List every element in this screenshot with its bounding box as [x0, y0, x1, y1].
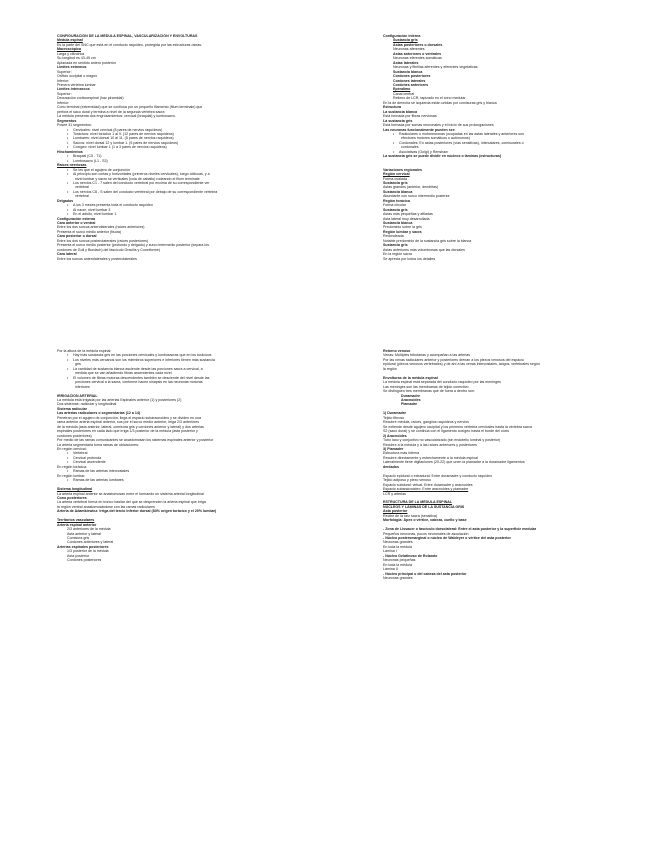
text-line: Neuronas aferentes	[393, 47, 425, 52]
text-line: Segmentos	[57, 118, 77, 123]
text-line: En la región sacra	[383, 252, 412, 257]
text-line: Configuración externa	[57, 216, 96, 221]
text-line: Envolturas de la médula espinal	[383, 375, 438, 380]
text-line: Variaciones regionales	[383, 167, 422, 172]
text-line: Cordones laterales	[393, 78, 426, 83]
text-line: Morfología: Ápex o vértice, cabeza, cuello y base	[383, 518, 467, 523]
text-line: Cara anterior o ventral	[57, 221, 96, 226]
text-line: Superior:	[57, 69, 72, 74]
text-line: • Al principio son cortas y horizontales (primeros niveles cervicales), luego oblicuas, y a	[57, 172, 319, 176]
text-line: NÚCLEOS Y LÁMINAS DE LA SUSTANCIA GRIS	[383, 504, 465, 509]
text-line: 2/3 anteriores de la médula	[67, 527, 111, 532]
text-line: Las neuronas funcionalmente pueden ser:	[383, 127, 456, 132]
text-line: - Núcleo principal o del cabeza del asta posterior	[383, 571, 467, 576]
text-line: Asta lateral muy desarrollada	[383, 216, 430, 221]
text-line: • Sacros: nivel dorsal 12 y lumbar 1. (5 pares de nervios raquídeos)	[57, 141, 319, 145]
text-line: medida que se van añadiendo fibras ascendentes cada nivel	[75, 371, 172, 376]
text-line: Tejido fibroso	[383, 415, 405, 420]
text-line: • Lumbares: nivel dorsal 10 al 11. (5 pares de nervios raquídeos)	[57, 136, 319, 140]
text-line: Posee 31 segmentos:	[57, 123, 92, 128]
text-line: Territorios vasculares	[57, 518, 95, 523]
text-line: Canal central	[393, 91, 415, 96]
text-line: de la médula (asta anterior, lateral, comisura gris y cordones anterior y lateral) y dos arterias	[57, 424, 204, 429]
text-line: S2 (saco dural) y se continúa con el ligamento coxígeo hasta el borde del cóxis	[383, 429, 510, 434]
text-line: Tubo laxo y conjuntivo no vascularizado (sin endotelio luminal y posterior)	[383, 438, 501, 443]
text-line: Cara lateral	[57, 252, 77, 257]
text-line: Arteria de Adamkiewicz: irriga del tercio inferior dorsal (83% origen torácico y el 20% lumbar)	[57, 509, 217, 514]
text-line: Relleno de LCR, tapizado en el cono medular	[393, 96, 466, 101]
text-line: IRRIGACIÓN ARTERIAL	[57, 393, 98, 398]
text-line: LCR y arterias	[383, 491, 406, 496]
text-line: 3) Piamadre	[383, 446, 404, 451]
text-line: Cordones posteriores	[67, 558, 102, 563]
text-line: Recubre médula, raíces, ganglios raquídeos y nervios	[383, 420, 469, 425]
text-line: Venas: Múltiples tributarias y acompañan a las arterias	[383, 353, 471, 358]
text-line: Neuronas eferentes somáticas	[393, 56, 442, 61]
text-line: Delgados	[57, 198, 74, 203]
text-line: Hinchamientos	[57, 149, 83, 154]
text-line: Por la altura de la médula espinal:	[57, 349, 112, 353]
text-line: Decusación corticoespinal (haz piramidal)	[57, 96, 124, 101]
text-line: • A los 3 meses presenta toda el conducto raquídeo	[57, 203, 319, 207]
text-line: • El volumen de fibras motoras descendentes también se desciende del nivel desde las	[57, 376, 319, 380]
section-bottom-right	[383, 349, 645, 581]
text-line: Se aprecia por todos los detalles	[383, 256, 436, 261]
text-line: Neuronas pequeñas	[383, 558, 416, 563]
text-line: Recubre a la médula y a las raíces anteriores y posteriores	[383, 442, 477, 447]
text-line: espinales posteriores en cada lado que irriga 1/3 posterior de la médula (asta posterior y	[57, 429, 198, 434]
text-line: inferiores	[75, 384, 90, 389]
text-line: dentados	[383, 464, 399, 469]
text-line: Sistema radicular	[57, 406, 87, 411]
text-line: Orificio occipital o magno	[57, 74, 98, 79]
text-line: Sustancia blanca	[393, 69, 423, 74]
text-line: La médula presenta dos engrosamientos: cervical (braquial) y lumbosacro.	[57, 114, 176, 119]
text-line: Está formada por fibras nerviosas	[383, 114, 437, 119]
text-line: • Se les que el agujero de conjunción	[57, 168, 319, 172]
text-line: Se extiende desde agujero occipital y los primeros vértebra cervicales hasta la vértebra sacra	[383, 424, 532, 429]
text-line: Espacio subaracnoideo: Entre aracnoides y piamadre	[383, 487, 469, 492]
text-line: La sustancia blanca	[383, 109, 418, 114]
text-line: Se distinguen tres membranas que de fuera a dentro son:	[383, 389, 475, 394]
text-line: Primera vértebra lumbar	[57, 82, 96, 87]
text-line: Abundante con surco intermedio posterior	[383, 194, 450, 199]
text-line: porciones cervical a la sacra, conforme hacen sinapsis en las neuronas motoras	[75, 380, 203, 385]
text-line: Sustancia blanca	[383, 221, 413, 226]
text-line: • Hay más sustancia gris en las porciones cervicales y lumbosacras que en los torácicos	[57, 353, 319, 357]
text-line: Piamadre	[401, 402, 418, 407]
text-line: Su longitud es 43-45 cm	[57, 56, 96, 61]
text-line: La médula espinal está separada del conducto raquídeo por las meninges	[383, 380, 501, 385]
text-line: - Zona de Lissauer o fascículo dorsolateral: Entre el asta posterior y la superficie medular	[383, 527, 537, 532]
text-line: • Los nervios C8 - S salen del conducto vertebral por debajo de su correspondiente vértebra	[57, 190, 319, 194]
text-line: Larga y cilíndrica	[57, 51, 85, 56]
text-line: La sustancia gris	[383, 118, 413, 123]
text-line: • Cervical profunda	[57, 456, 319, 460]
text-line: • Ramas de las arterias intercostales	[57, 469, 319, 473]
text-line: Presenta el surco medio anterior (fisura)	[57, 229, 122, 234]
text-line: ESTRUCTURA DE LA MÉDULA ESPINAL	[383, 500, 453, 505]
text-line: Por medio de las ramas comunicantes se anastomosan los sistemas espinales anterior y posterior	[57, 438, 214, 443]
text-line: cordones posteriores)	[57, 433, 92, 438]
text-line: Entre los dos surcos anterolaterales (raíces anteriores)	[57, 225, 145, 230]
text-line: vertebral	[75, 185, 89, 190]
text-line: Entre los surcos anterolaterales y posterolaterales	[57, 256, 137, 261]
text-line: Astas posteriores o dorsales	[393, 42, 443, 47]
text-line: • Los nervios C1 - 7 salen del conducto vertebral por encima de su correspondiente ver	[57, 181, 319, 185]
text-line: Astas anteriores más voluminosas que las dorsales	[383, 247, 465, 252]
text-line: Cono terminal (extremidad) que se continúa por un pequeño filamento (filum terminale) que	[57, 105, 203, 110]
text-line: Recibe de la raíz sacra (sensitiva)	[383, 513, 438, 518]
text-line: Cono posteriores	[57, 495, 87, 500]
text-line: En región torácica:	[57, 464, 87, 469]
text-line: En la de derecha se izquierda están unidas por comisuras gris y blanca	[383, 100, 497, 105]
text-line: • Cervicales: nivel cervical (8 pares de nervios raquídeos)	[57, 128, 319, 132]
text-line: Superior:	[57, 91, 72, 96]
text-line: Límites extremos	[57, 65, 87, 70]
text-line: Asta posterior	[383, 509, 408, 514]
text-line: Astas anteriores o ventrales	[393, 51, 442, 56]
text-line: En región lumbar:	[57, 473, 86, 478]
text-block-top-right	[383, 34, 645, 261]
text-line: Asta posterior	[67, 553, 90, 558]
text-line: Por las venas radiculares anterior y posteriores drenan a los plexos venosos del espacio	[383, 357, 524, 362]
text-line: • Cervical ascendente	[57, 460, 319, 464]
text-line: La sustancia gris se puede dividir en núcleos o láminas (estructuras)	[383, 154, 502, 159]
text-line: Sistema longitudinal	[57, 487, 93, 492]
text-line: - Núcleo posteromarginal o núcleo de Waldeyer o vértice del asta posterior	[383, 536, 511, 541]
text-line: Es la parte del SNC que está en el conducto raquídeo, protegida por las estructuras óseas.	[57, 42, 203, 47]
text-line: • Radiculares o motoneuronas (ocupadas en las astas laterales y anteriores son	[383, 132, 645, 136]
text-line: cordonales	[401, 145, 419, 150]
text-line: 1) Duramadre	[383, 411, 407, 416]
text-line: • Los niveles más cercanos son los miembros superiores e inferiores tienen más sustancia	[57, 358, 319, 362]
text-line: Comisura gris	[67, 536, 90, 541]
text-line: Cordones anteriores y lateral	[67, 540, 114, 545]
text-line: • Braquial (C5 - T1)	[57, 154, 319, 158]
text-line: • Coxígeo: nivel lumbar 1 (1 a 3 pares de nervios raquídeos)	[57, 145, 319, 149]
text-line: En toda la médula	[383, 544, 412, 549]
text-line: Penetran por el agujero de conjunción, llega el espacio subaracnoideo y se dividen en una	[57, 415, 202, 420]
text-line: Sustancia gris	[383, 207, 408, 212]
text-line: Forma ovalada	[383, 176, 407, 181]
text-line: Asta anterior y lateral	[67, 531, 101, 536]
text-line: Sustancia gris	[383, 243, 408, 248]
text-line: Raíces nerviosas	[57, 163, 87, 168]
text-line: Región lumbar y sacra	[383, 229, 422, 234]
section-top-right	[383, 34, 645, 261]
text-line: Recubre directamente y estrechamente a la médula espinal	[383, 455, 478, 460]
text-line: Epéndimo	[393, 87, 411, 92]
text-line: la región	[383, 366, 397, 371]
text-line: Predominio sobre la gris	[383, 225, 422, 230]
text-line: • Lumbosacro (L1 - S3)	[57, 159, 319, 163]
text-line: Lateralmente tiene digitaciones (20-22) que unen la piamadre a la duramadre ligamentos	[383, 460, 525, 465]
text-block-top-left	[57, 38, 319, 261]
text-line: Dos sistemas: radicular y longitudinal	[57, 402, 117, 407]
text-line: • La cantidad de sustancia blanca asciende desde las porciones sacra a cervical, a	[57, 367, 319, 371]
text-line: Astas laterales	[393, 60, 419, 65]
text-line: Notable predominio de la sustancia gris sobre la blanca	[383, 238, 472, 243]
text-line: Sustancia gris	[393, 38, 418, 43]
text-line: Sustancia blanca	[383, 189, 413, 194]
text-line: gris	[75, 362, 81, 367]
text-line: Está formada por somas neuronales y el inicio de sus prolongaciones	[383, 123, 494, 128]
text-line: Lámina II	[383, 567, 398, 572]
text-line: Cordones anteriores	[393, 82, 429, 87]
text-line: epidural (plexos venosos vertebrales) y de ahí a las venas intercostales, ácigos, vertebrales según	[383, 362, 540, 367]
text-line: Región torácica	[383, 198, 410, 203]
text-line: Arteria espinal anterior	[57, 522, 97, 527]
text-line: Neuronas grandes	[383, 540, 413, 545]
text-line: vertebral	[75, 194, 89, 199]
text-line: • Asociativas (Golgi) y Renshaw	[383, 150, 645, 154]
text-line: Forma circular	[383, 203, 406, 208]
text-line: La arteria segmentaria toma ramas de ubicaciones:	[57, 442, 139, 447]
text-line: Inferior:	[57, 100, 70, 105]
text-line: Espacio epidural o extradural: Entre duramadre y conducto raquídeo	[383, 473, 493, 478]
text-line: Cara posterior o dorsal	[57, 234, 97, 239]
text-line: Estructura más interna	[383, 451, 420, 456]
text-line: 1/3 posterior de la médula	[67, 549, 109, 554]
text-line: Cordones posteriores	[393, 74, 431, 79]
text-line: 2) Aracnoides	[383, 433, 407, 438]
text-line: Inferior:	[57, 78, 70, 83]
text-line: Duramadre	[401, 393, 420, 398]
text-line: Presenta el surco medio posterior (profundo y delgado) y surco intermedio posterior (separa los	[57, 243, 210, 248]
text-line: rama anterior arteria espinal anterior, sus por el surco medio anterior, irriga 2/3 anteriores	[57, 420, 200, 425]
text-line: Las meninges son las membranas de tejido conectivo	[383, 384, 469, 389]
text-line: Configuración interna	[383, 34, 421, 38]
text-line: Aracnoides	[401, 397, 421, 402]
text-line: • Torácicos: nivel torácico 1 al 9. (12 pares de nervios raquídeos)	[57, 132, 319, 136]
text-line: • Ramas de las arterias lumbares	[57, 478, 319, 482]
text-line: La arteria espinal anterior se anastomosan entre el formando un sistema arterial longitudinal	[57, 491, 204, 496]
text-line: - Núcleo Gelatinoso de Rolando	[383, 553, 438, 558]
text-line: nivel lumbar y sacro se verticales (cola de caballo) rodeando el filum terminale	[75, 176, 200, 181]
text-line: Astas grandes (anterior, dendritas)	[383, 185, 439, 190]
text-line: Neuronas grandes	[383, 576, 413, 581]
text-block-bottom-right	[383, 349, 645, 581]
text-line: Astas más pequeñas y afiladas	[383, 212, 433, 217]
text-block-bottom-left	[57, 349, 319, 563]
text-line: La arteria vertebral forma en tronco basilar del que se desprenden la arteria espinal que irriga	[57, 500, 206, 505]
text-line: Médula espinal	[57, 38, 83, 43]
text-line: Entre los dos surcos posterolaterales (raíces posteriores)	[57, 238, 149, 243]
text-line: Macroscópica	[57, 47, 81, 52]
text-line: Neuronas y fibrillas aferentes y eferentes vegetativas	[393, 65, 478, 70]
section-bottom-left	[57, 349, 319, 563]
text-line: Estructura	[383, 105, 401, 110]
text-line: efectores motores somáticos o autónomos)	[401, 136, 470, 141]
text-line: perfora el saco dural y termina a nivel de la segunda vértebra sacra	[57, 109, 165, 114]
text-line: Retorno venoso	[383, 349, 411, 353]
text-line: Aplanada en sentido antero posterior	[57, 60, 116, 65]
text-line: Redondeada	[383, 234, 404, 239]
text-line: Sustancia gris	[383, 180, 408, 185]
text-line: En toda la médula	[383, 562, 412, 567]
text-line: Límites intrínsecos	[57, 87, 90, 92]
text-line: Región cervical	[383, 172, 410, 177]
text-line: • En el adulto, nivel lumbar 1	[57, 212, 319, 216]
text-line: Pequeños neuronas, pocos neuronales de asociación	[383, 531, 469, 536]
text-line: Espacio subdural: virtual. Entre duramadre y aracnoides	[383, 482, 473, 487]
text-line: cordones de Goll y Burdach) del fascículo Gracilis y Cuneiforme)	[57, 247, 161, 252]
text-line: la región ventral anastomosándose con las ramas radiculares	[57, 504, 155, 509]
text-line: • Vertebral	[57, 451, 319, 455]
text-line: En región cervical:	[57, 446, 87, 451]
text-line: La médula está irrigada por las arterias Espinales anterior (1) y posteriores (2)	[57, 397, 182, 402]
text-line: Arterias espinales posteriores	[57, 544, 109, 549]
section-top-left	[57, 34, 319, 261]
text-line: • Al nacer, nivel lumbar 3	[57, 208, 319, 212]
document-title: CONFIGURACIÓN DE LA MÉDULA ESPINAL, VASCULARIZACIÓN Y ENVOLTURAS	[57, 34, 198, 38]
text-line: • Cordonales: En astas posteriores (vías sensitivas), intercalares, comisurales o	[383, 141, 645, 145]
text-line: Las arterias radiculares o segmentarias (12 a 14)	[57, 411, 141, 416]
text-line: Tejido adiposo y plexo venoso	[383, 478, 431, 483]
text-line: Lámina I	[383, 549, 397, 554]
